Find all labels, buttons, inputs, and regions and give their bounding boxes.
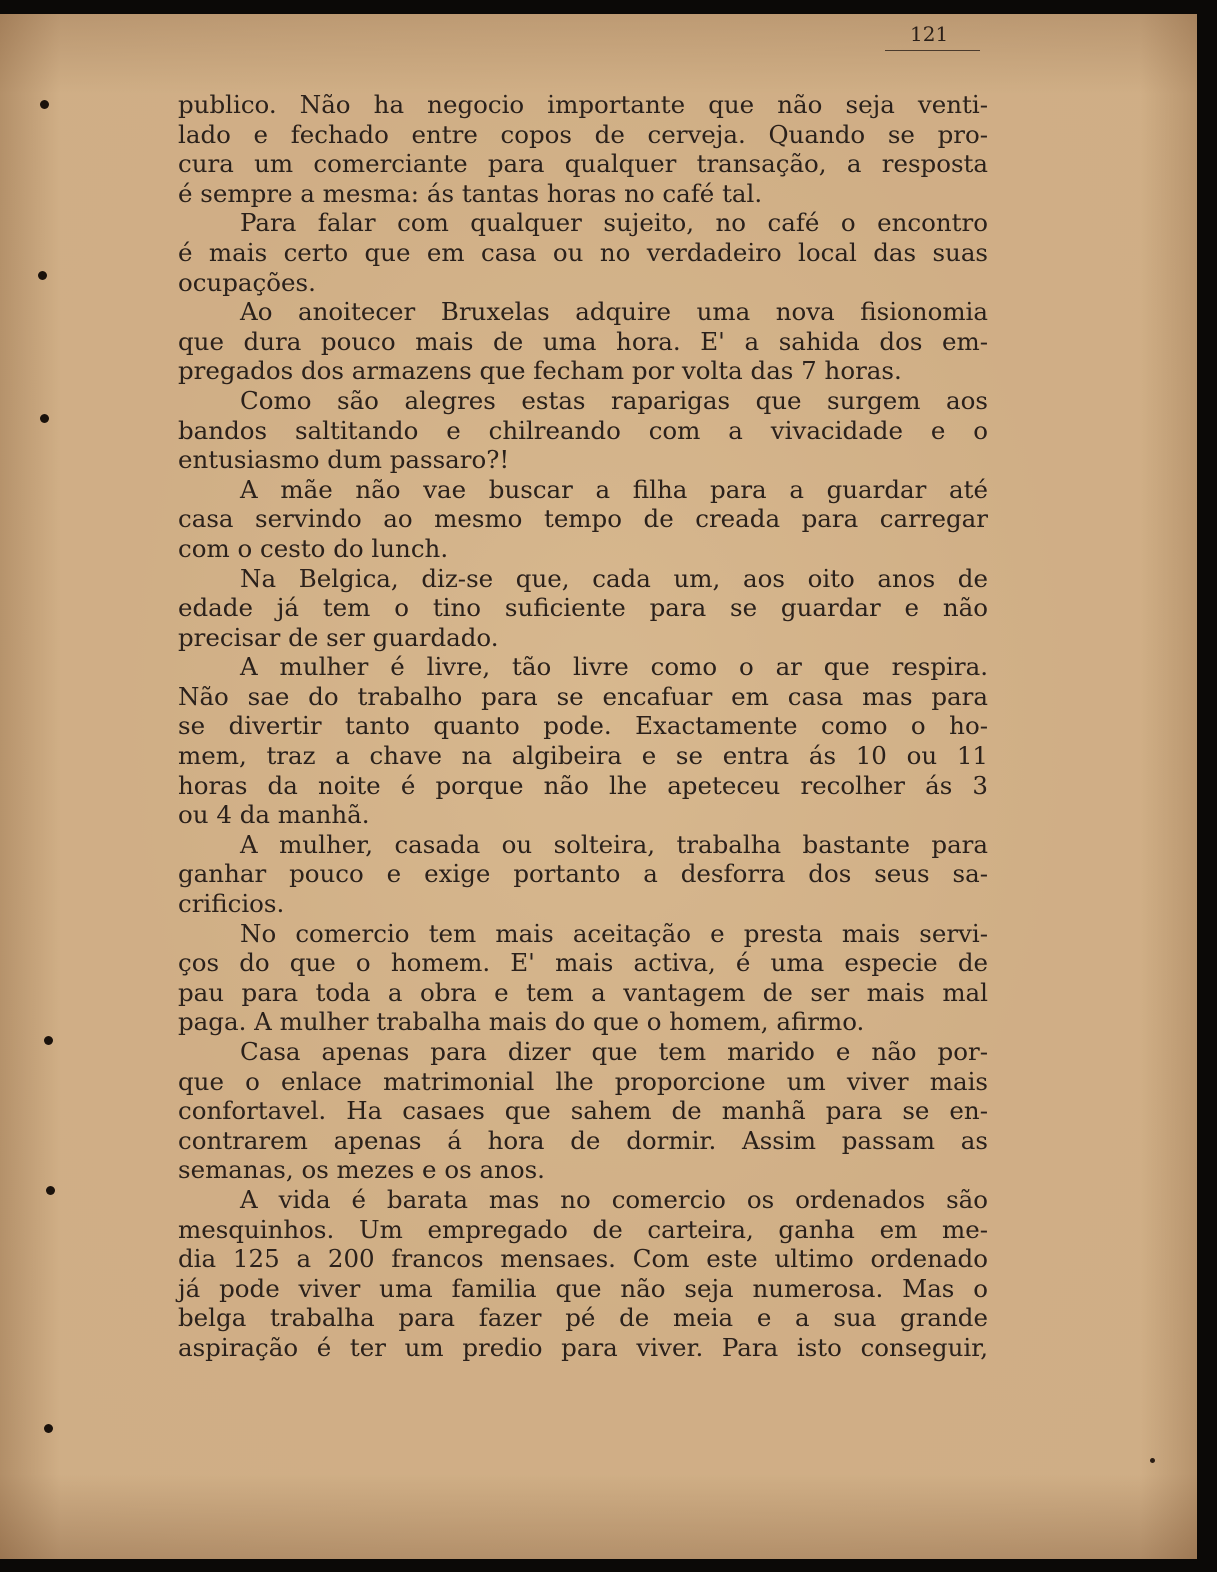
page-number: 121 (910, 22, 949, 46)
text-line: aspiração é ter um predio para viver. Para isto conseguir, (178, 1332, 988, 1362)
text-line: A mãe não vae buscar a filha para a guardar até (240, 474, 988, 504)
text-line: semanas, os mezes e os anos. (178, 1155, 545, 1185)
binding-mark (44, 1424, 53, 1433)
book-page (0, 14, 1197, 1559)
text-line: paga. A mulher trabalha mais do que o homem, afirmo. (178, 1007, 865, 1037)
binding-mark (40, 414, 49, 423)
text-line: mesquinhos. Um empregado de carteira, ganha em me- (178, 1214, 988, 1244)
body-text (178, 90, 988, 1363)
text-line: é mais certo que em casa ou no verdadeiro local das suas (178, 237, 988, 267)
text-line: casa servindo ao mesmo tempo de creada para carregar (178, 504, 988, 534)
text-line: ganhar pouco e exige portanto a desforra dos seus sa- (178, 859, 988, 889)
text-line: edade já tem o tino suficiente para se guardar e não (178, 593, 988, 623)
text-line: que dura pouco mais de uma hora. E' a sahida dos em- (178, 326, 988, 356)
binding-mark (44, 1036, 53, 1045)
text-line: precisar de ser guardado. (178, 622, 499, 652)
page-number-rule (885, 50, 980, 51)
text-line: crificios. (178, 889, 285, 919)
text-line: é sempre a mesma: ás tantas horas no café tal. (178, 178, 763, 208)
text-line: mem, traz a chave na algibeira e se entra ás 10 ou 11 (178, 741, 988, 771)
text-line: ços do que o homem. E' mais activa, é uma especie de (178, 948, 988, 978)
text-line: A mulher, casada ou solteira, trabalha bastante para (240, 829, 988, 859)
text-line: dia 125 a 200 francos mensaes. Com este ultimo ordenado (178, 1244, 988, 1274)
text-line: Para falar com qualquer sujeito, no café o encontro (240, 208, 988, 238)
text-line: publico. Não ha negocio importante que não seja venti- (178, 90, 988, 119)
text-line: Casa apenas para dizer que tem marido e não por- (240, 1037, 988, 1066)
paper-spot (1150, 1458, 1155, 1463)
text-line: pau para toda a obra e tem a vantagem de ser mais mal (178, 977, 988, 1007)
text-line: Na Belgica, diz-se que, cada um, aos oito anos de (240, 563, 988, 593)
text-line: contrarem apenas á hora de dormir. Assim passam as (178, 1125, 988, 1155)
text-line: ou 4 da manhã. (178, 800, 370, 830)
text-line: horas da noite é porque não lhe apeteceu recolher ás 3 (178, 770, 988, 800)
text-line: belga trabalha para fazer pé de meia e a sua grande (178, 1303, 988, 1333)
text-line: Ao anoitecer Bruxelas adquire uma nova fisionomia (240, 297, 988, 327)
text-line: já pode viver uma familia que não seja numerosa. Mas o (178, 1273, 988, 1303)
text-line: bandos saltitando e chilreando com a vivacidade e o (178, 415, 988, 445)
text-line: A vida é barata mas no comercio os ordenados são (240, 1184, 988, 1214)
text-line: que o enlace matrimonial lhe proporcione um viver mais (178, 1066, 988, 1096)
text-line: Como são alegres estas raparigas que surgem aos (240, 385, 988, 415)
text-line: pregados dos armazens que fecham por volta das 7 horas. (178, 356, 902, 386)
text-line: lado e fechado entre copos de cerveja. Quando se pro- (178, 119, 988, 149)
text-line: A mulher é livre, tão livre como o ar que respira. (240, 652, 988, 682)
text-line: ocupações. (178, 267, 316, 297)
text-line: Não sae do trabalho para se encafuar em casa mas para (178, 681, 988, 711)
text-line: confortavel. Ha casaes que sahem de manhã para se en- (178, 1096, 988, 1126)
text-line: se divertir tanto quanto pode. Exactamente como o ho- (178, 711, 988, 741)
binding-mark (40, 100, 49, 109)
text-line: cura um comerciante para qualquer transação, a resposta (178, 149, 988, 179)
text-line: entusiasmo dum passaro?! (178, 445, 510, 475)
binding-mark (46, 1186, 55, 1195)
text-line: No comercio tem mais aceitação e presta mais servi- (240, 918, 988, 948)
binding-mark (38, 271, 47, 280)
text-line: com o cesto do lunch. (178, 533, 449, 563)
